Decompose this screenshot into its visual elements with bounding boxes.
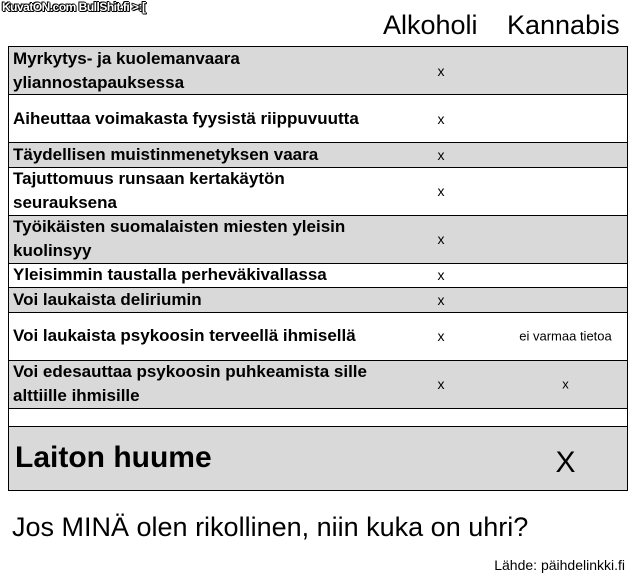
alkoholi-mark: x: [437, 231, 445, 247]
kannabis-mark: ei varmaa tietoa: [519, 328, 612, 344]
alkoholi-mark: x: [437, 376, 445, 392]
comparison-table: [8, 46, 628, 491]
row-label: Tajuttomuus runsaan kertakäytön seurauksena: [13, 169, 285, 212]
slogan: Jos MINÄ olen rikollinen, niin kuka on uhri?: [12, 512, 529, 542]
illegal-label: Laiton huume: [15, 441, 212, 474]
table-row: [9, 288, 627, 313]
alkoholi-mark: x: [437, 267, 445, 284]
table-row: [9, 143, 627, 168]
watermark: KuvatON.com BullShit.fi >:[: [2, 0, 146, 14]
alkoholi-mark: x: [437, 110, 445, 127]
table-row: [9, 95, 627, 143]
table-spacer-row: [9, 409, 627, 427]
alkoholi-mark: x: [437, 291, 445, 308]
alkoholi-mark: x: [437, 328, 445, 344]
row-label: Myrkytys- ja kuolemanvaara yliannostapauksessa: [13, 48, 240, 92]
table-row: [9, 264, 627, 289]
table-row: [9, 47, 627, 95]
alkoholi-mark: x: [437, 183, 445, 199]
table-row: [9, 168, 627, 216]
row-label: Aiheuttaa voimakasta fyysistä riippuvuutta: [13, 108, 359, 128]
kannabis-mark: X: [555, 446, 576, 480]
table-row: [9, 313, 627, 361]
column-header-kannabis: Kannabis: [507, 10, 620, 40]
kannabis-mark: x: [562, 376, 569, 392]
table-row-illegal: [9, 427, 627, 490]
column-header-alkoholi: Alkoholi: [383, 10, 478, 40]
alkoholi-mark: x: [437, 146, 445, 163]
source-credit: Lähde: päihdelinkki.fi: [494, 557, 625, 573]
row-label: Voi edesauttaa psykoosin puhkeamista sille alttiille ihmisille: [13, 362, 367, 405]
table-row: [9, 361, 627, 409]
row-label: Voi laukaista psykoosin terveellä ihmisellä: [13, 326, 356, 345]
row-label: Yleisimmin taustalla perheväkivallassa: [13, 265, 327, 285]
row-label: Täydellisen muistinmenetyksen vaara: [13, 144, 319, 164]
row-label: Työikäisten suomalaisten miesten yleisin kuolinsyy: [13, 217, 346, 260]
alkoholi-mark: x: [437, 62, 445, 79]
row-label: Voi laukaista deliriumin: [13, 289, 202, 309]
table-row: [9, 216, 627, 264]
